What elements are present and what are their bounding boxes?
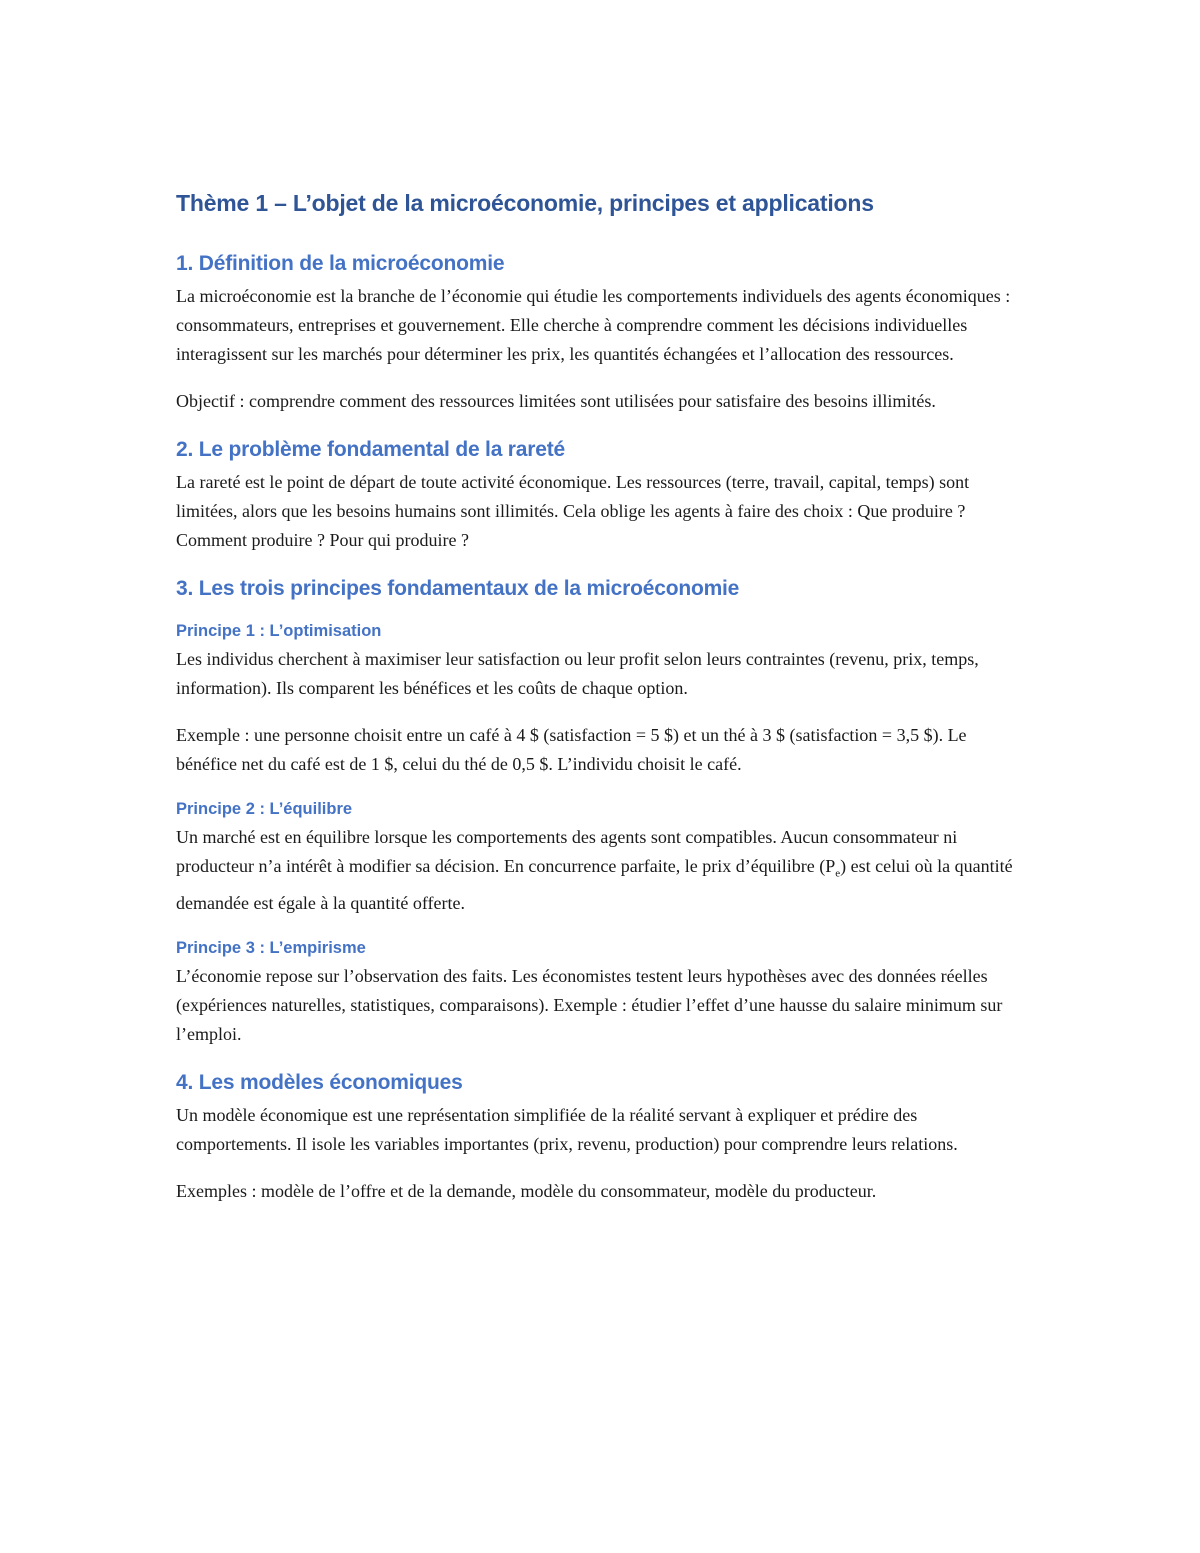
- section-4-paragraph-2: Exemples : modèle de l’offre et de la demande, modèle du consommateur, modèle du producteur.: [176, 1180, 877, 1201]
- principle-3-paragraph-1: L’économie repose sur l’observation des faits. Les économistes testent leurs hypothèses avec des données réelles (expériences naturelles, statistiques, comparaisons). Exemple : étudier l’effet d’une hausse du salaire minimum sur l’emploi.: [176, 965, 1003, 1044]
- equilibrium-price-subscript: e: [835, 867, 841, 880]
- principle-1-example: Exemple : une personne choisit entre un café à 4 $ (satisfaction = 5 $) et un thé à 3 $ (satisfaction = 3,5 $). Le bénéfice net du café est de 1 $, celui du thé de 0,5 $. L’individu choisit le café.: [176, 725, 967, 774]
- section-4-heading: 4. Les modèles économiques: [176, 1070, 463, 1094]
- principle-3-heading: Principe 3 : L’empirisme: [176, 938, 366, 957]
- section-1-heading: 1. Définition de la microéconomie: [176, 252, 505, 275]
- section-3-heading: 3. Les trois principes fondamentaux de la microéconomie: [176, 577, 740, 600]
- principle-2-text-after: ) est celui où la quantité demandée est égale à la quantité offerte.: [176, 856, 1013, 913]
- section-1-paragraph-1: La microéconomie est la branche de l’économie qui étudie les comportements individuels des agents économiques : consommateurs, entreprises et gouvernement. Elle cherche à comprendre comment les décisions individuelles interagissent sur les marchés pour déterminer les prix, les quantités échangées et l’allocation des ressources.: [176, 286, 1011, 364]
- principle-1-heading: Principe 1 : L’optimisation: [176, 622, 382, 640]
- principle-2-text-before: Un marché est en équilibre lorsque les comportements des agents sont compatibles. Aucun consommateur ni producteur n’a intérêt à modifier sa décision. En concurrence parfaite, le prix d’équilibre (P: [176, 827, 958, 876]
- section-2-paragraph-1: La rareté est le point de départ de toute activité économique. Les ressources (terre, travail, capital, temps) sont limitées, alors que les besoins humains sont illimités. Cela oblige les agents à faire des choix : Que produire ? Comment produire ? Pour qui produire ?: [176, 472, 970, 550]
- document-title: Thème 1 – L’objet de la microéconomie, principes et applications: [176, 190, 874, 216]
- section-4-paragraph-1: Un modèle économique est une représentation simplifiée de la réalité servant à expliquer et prédire des comportements. Il isole les variables importantes (prix, revenu, production) pour comprendre leurs relations.: [176, 1104, 958, 1154]
- principle-2-paragraph-1: [176, 823, 1020, 918]
- principle-2-heading: Principe 2 : L’équilibre: [176, 800, 353, 818]
- section-2-heading: 2. Le problème fondamental de la rareté: [176, 438, 565, 461]
- principle-1-paragraph-1: Les individus cherchent à maximiser leur satisfaction ou leur profit selon leurs contraintes (revenu, prix, temps, information). Ils comparent les bénéfices et les coûts de chaque option.: [176, 649, 979, 698]
- section-1-paragraph-2: Objectif : comprendre comment des ressources limitées sont utilisées pour satisfaire des besoins illimités.: [176, 391, 936, 411]
